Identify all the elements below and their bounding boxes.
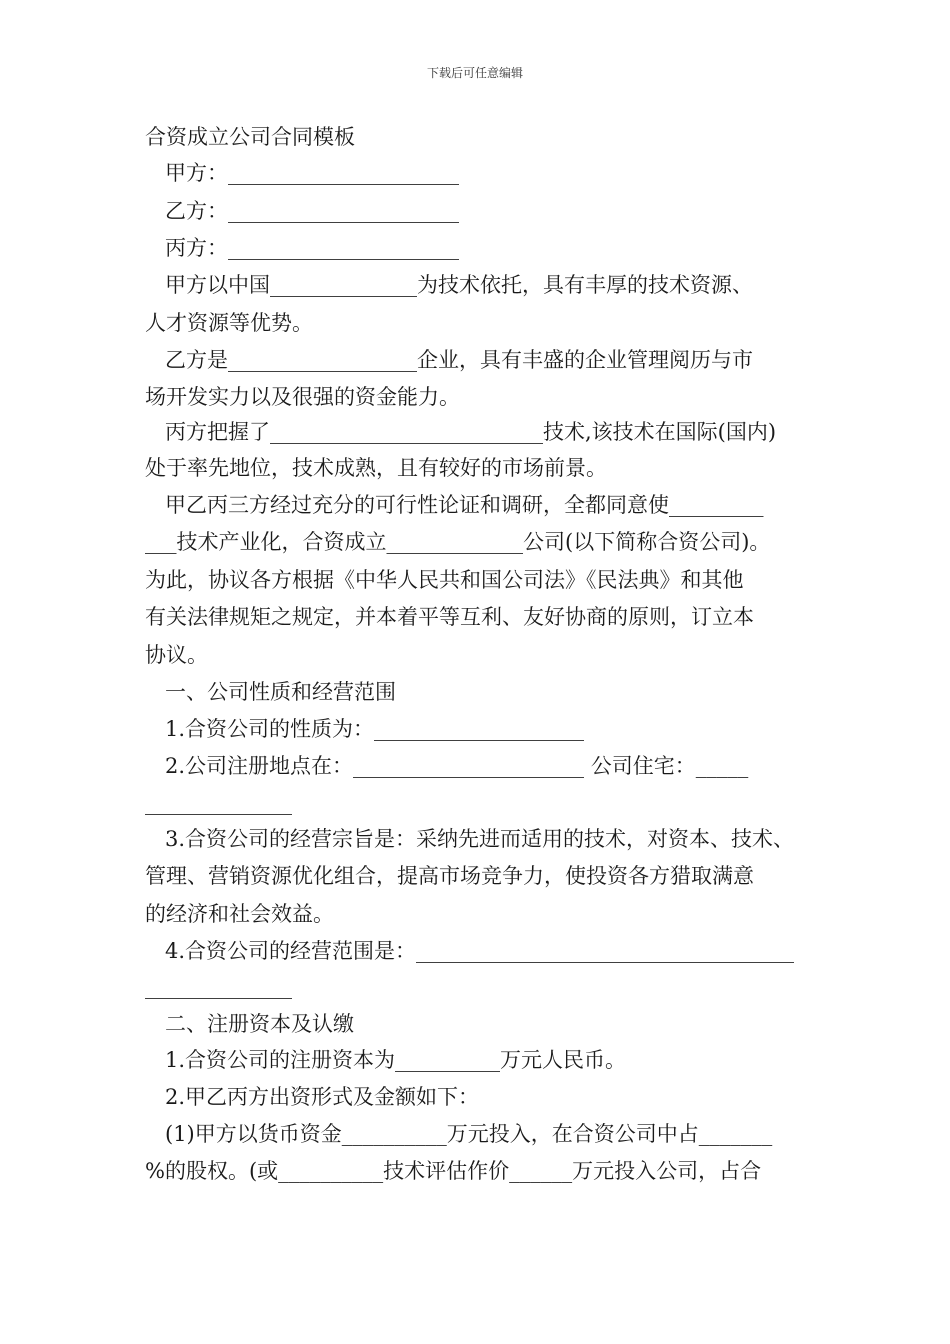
clause-line: 1.合资公司的性质为：____________________ bbox=[165, 717, 585, 741]
paragraph-line: 处于率先地位，技术成熟，且有较好的市场前景。 bbox=[145, 456, 607, 480]
paragraph-line: 场开发实力以及很强的资金能力。 bbox=[145, 385, 460, 409]
paragraph-line: 协议。 bbox=[145, 643, 208, 667]
clause-line: 1.合资公司的注册资本为__________万元人民币。 bbox=[165, 1048, 627, 1072]
paragraph-line: 甲乙丙三方经过充分的可行性论证和调研，全都同意使_________ bbox=[165, 493, 764, 517]
clause-line: 管理、营销资源优化组合，提高市场竞争力，使投资各方猎取满意 bbox=[145, 864, 754, 888]
party-c-line: 丙方：______________________ bbox=[165, 236, 459, 260]
clause-line: 2.甲乙丙方出资形式及金额如下： bbox=[165, 1085, 480, 1109]
document-title: 合资成立公司合同模板 bbox=[145, 125, 355, 149]
clause-line: ______________ bbox=[145, 791, 292, 815]
clause-line: 的经济和社会效益。 bbox=[145, 902, 334, 926]
clause-line: (1)甲方以货币资金__________万元投入，在合资公司中占_______ bbox=[165, 1122, 773, 1146]
paragraph-line: 有关法律规矩之规定，并本着平等互利、友好协商的原则，订立本 bbox=[145, 605, 754, 629]
section-heading-1: 一、公司性质和经营范围 bbox=[165, 680, 396, 704]
paragraph-line: 人才资源等优势。 bbox=[145, 311, 313, 335]
paragraph-line: 丙方把握了__________________________技术,该技术在国际(国内) bbox=[165, 420, 777, 444]
section-heading-2: 二、注册资本及认缴 bbox=[165, 1012, 354, 1036]
paragraph-line: 甲方以中国______________为技术依托，具有丰厚的技术资源、 bbox=[165, 273, 753, 297]
party-a-line: 甲方：______________________ bbox=[165, 161, 459, 185]
paragraph-line: 为此，协议各方根据《中华人民共和国公司法》《民法典》和其他 bbox=[145, 568, 744, 592]
party-b-line: 乙方：______________________ bbox=[165, 199, 459, 223]
page-header: 下载后可任意编辑 bbox=[426, 66, 523, 80]
clause-line: 3.合资公司的经营宗旨是：采纳先进而适用的技术，对资本、技术、 bbox=[165, 827, 795, 851]
clause-line: ______________ bbox=[145, 975, 292, 999]
paragraph-line: ___技术产业化，合资成立_____________公司(以下简称合资公司)。 bbox=[145, 530, 771, 554]
clause-line: 4.合资公司的经营范围是：____________________________________ bbox=[165, 939, 795, 963]
paragraph-line: 乙方是__________________企业，具有丰盛的企业管理阅历与市 bbox=[165, 348, 753, 372]
clause-line: 2.公司注册地点在：______________________ 公司住宅：_____ bbox=[165, 754, 749, 778]
clause-line: %的股权。(或__________技术评估作价______万元投入公司，占合 bbox=[145, 1159, 762, 1183]
